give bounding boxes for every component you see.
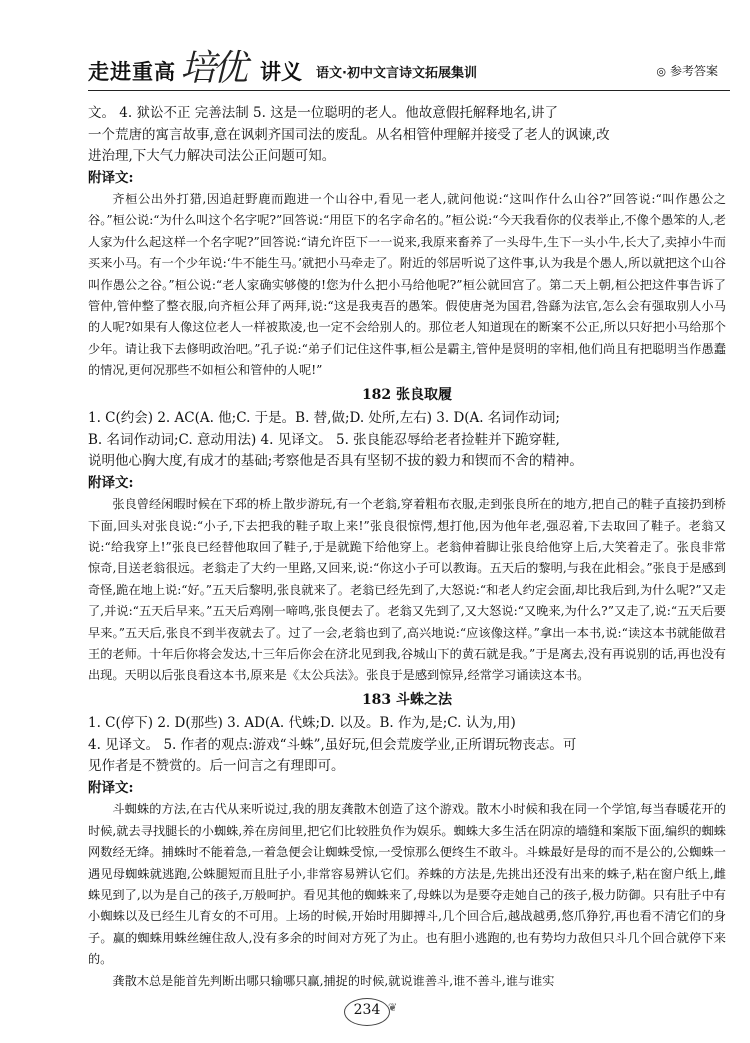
answer-line: 1. C(停下) 2. D(那些) 3. AD(A. 代蛛;D. 以及。B. 作为,是;C. 认为,用) [88,715,516,732]
answer-line: 一个荒唐的寓言故事,意在讽刺齐国司法的废乱。从名相管仲理解并接受了老人的讽谏,改 [88,126,610,143]
translation-label: 附译文: [88,779,134,796]
brand-lecture: 讲义 [260,60,302,84]
leaf-ornament-icon: ❦ [388,1001,398,1014]
answer-line: 文。 4. 狱讼不正 完善法制 5. 这是一位聪明的老人。他故意假托解释地名,讲了 [88,105,559,121]
page-number-badge [330,995,410,1029]
brand-calligraphy: 培优 [180,48,245,89]
section-title-183: 183 斗蛛之法 [361,691,453,708]
translation-label: 附译文: [88,169,134,186]
page-header [88,48,718,94]
translation-paragraph: 龚散木总是能首先判断出哪只输哪只赢,捕捉的时候,就说谁善斗,谁不善斗,谁与谁实 [112,973,555,988]
double-circle-icon: ◎ [656,65,666,78]
page-content [88,103,726,992]
translation-label: 附译文: [88,474,134,491]
header-divider [88,90,730,91]
answer-line: 见作者是不赞赏的。后一问言之有理即可。 [88,758,345,775]
answer-tag [656,62,718,79]
translation-paragraph: 斗蜘蛛的方法,在古代从来听说过,我的朋友龚散木创造了这个游戏。散木小时候和我在同一个学馆,每当春暖花开的时候,就去寻找腿长的小蜘蛛,养在房间里,把它们比较胜负作为娱乐。蜘蛛大多生活在阴凉的墙缝和案版下面,编织的蜘蛛网数经无绛。捕蛛时不能着急,一着急便会让蜘蛛受惊,一受惊那么便终生不敢斗。斗蛛最好是母的而不是公的,公蜘蛛一遇见母蜘蛛就逃跑,公蛛腿短而且肚子小,非常容易辨认它们。养蛛的方法是,先挑出还没有出来的蛛子,粘在窗户纸上,雌蛛见到了,以为是自己的孩子,万般呵护。看见其他的蜘蛛来了,母蛛以为是要夺走她自己的孩子,极力防御。只有肚子中有小蜘蛛以及已经生儿育女的不可用。上场的时候,开始时用脚搏斗,几个回合后,越战越勇,悠爪狰狞,再也看不清它们的身子。赢的蜘蛛用蛛丝缠住敌人,没有多余的时间对方死了为止。也有胆小逃跑的,也有势均力敌但只斗几个回合就停下来的。 [88,802,726,967]
answer-line: 1. C(约会) 2. AC(A. 他;C. 于是。B. 替,做;D. 处所,左右) 3. D(A. 名词作动词; [88,410,560,427]
answer-label: 参考答案 [669,64,718,78]
answer-line: B. 名词作动词;C. 意动用法) 4. 见译文。 5. 张良能忍辱给老者捡鞋并下跪穿鞋, [88,431,560,448]
translation-paragraph: 齐桓公出外打猎,因追赶野鹿而跑进一个山谷中,看见一老人,就问他说:“这叫作什么山谷?”回答说:“叫作愚公之谷。”桓公说:“为什么叫这个名字呢?”回答说:“用臣下的名字命名的。”桓公说:“今天我看你的仪表举止,不像个愚笨的人,老人家为什么起这样一个名字呢?”回答说:“请允许臣下一一说来,我原来畜养了一头母牛,生下一头小牛,长大了,卖掉小牛而买来小马。有一个少年说:‘牛不能生马。’就把小马牵走了。附近的邻居听说了这件事,认为我是个愚人,所以就把这个山谷叫作愚公之谷。”桓公说:“老人家确实够傻的!您为什么把小马给他呢?”桓公就回宫了。第二天上朝,桓公把这件事告诉了管仲,管仲整了整衣服,向齐桓公拜了两拜,说:“这是我夷吾的愚笨。假使唐尧为国君,咎繇为法官,怎么会有强取别人小马的人呢?如果有人像这位老人一样被欺凌,也一定不会给别人的。那位老人知道现在的断案不公正,所以只好把小马给那个少年。请让我下去修明政治吧。”孔子说:“弟子们记住这件事,桓公是霸主,管仲是贤明的宰相,他们尚且有把聪明当作愚蠢的情况,更何况那些不如桓公和管仲的人呢!” [88,192,726,378]
answer-line: 进治理,下大气力解决司法公正问题可知。 [88,148,336,164]
page-number: 234 [353,1002,381,1018]
series-title: 语文·初中文言诗文拓展集训 [316,66,477,81]
translation-paragraph: 张良曾经闲暇时候在下邳的桥上散步游玩,有一个老翁,穿着粗布衣服,走到张良所在的地方,把自己的鞋子直接扔到桥下面,回头对张良说:“小子,下去把我的鞋子取上来!”张良很惊愕,想打他,因为他年老,强忍着,下去取回了鞋子。老翁又说:“给我穿上!”张良已经替他取回了鞋子,于是就跪下给他穿上。老翁伸着脚让张良给他穿上后,大笑着走了。张良非常惊奇,目送老翁很远。老翁走了大约一里路,又回来,说:“你这小子可以教诲。五天后的黎明,与我在此相会。”张良于是感到奇怪,跪在地上说:“好。”五天后黎明,张良就来了。老翁已经先到了,大怒说:“和老人约定会面,却比我后到,为什么呢?”又走了,并说:“五天后早来。”五天后鸡刚一啼鸣,张良便去了。老翁又先到了,又大怒说:“又晚来,为什么?”又走了,说:“五天后要早来。”五天后,张良不到半夜就去了。过了一会,老翁也到了,高兴地说:“应该像这样。”拿出一本书,说:“读这本书就能做君王的老师。十年后你将会发达,十三年后你会在济北见到我,谷城山下的黄石就是我。”于是离去,没有再说别的话,再也没有出现。天明以后张良看这本书,原来是《太公兵法》。张良于是感到惊异,经常学习诵读这本书。 [88,497,726,683]
answer-line: 说明他心胸大度,有成才的基础;考察他是否具有坚韧不拔的毅力和锲而不舍的精神。 [88,453,583,470]
answer-line: 4. 见译文。 5. 作者的观点:游戏“斗蛛”,虽好玩,但会荒废学业,正所谓玩物丧志。可 [88,736,577,753]
brand-name: 走进重高 [88,60,176,84]
section-title-182: 182 张良取履 [361,386,453,403]
